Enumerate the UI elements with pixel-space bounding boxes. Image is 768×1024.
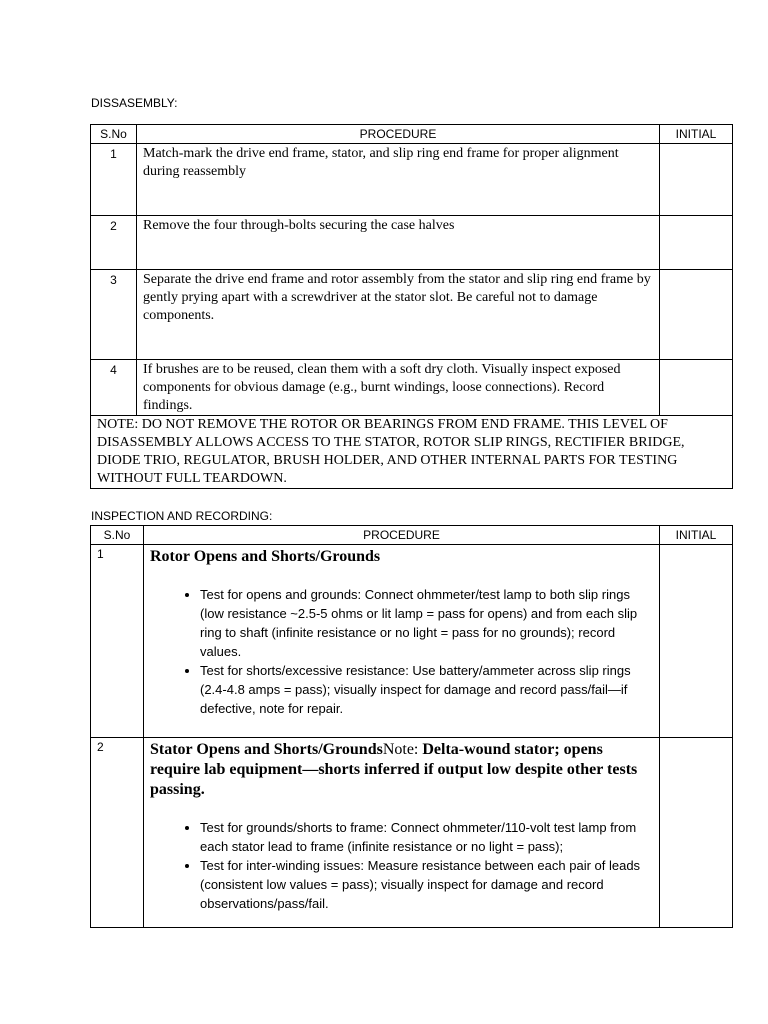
inspection-heading: INSPECTION AND RECORDING: [91, 509, 273, 523]
initial-cell[interactable] [660, 738, 733, 928]
table-row [91, 216, 733, 270]
stator-title-text: Stator Opens and Shorts/Grounds [150, 741, 383, 758]
table-row [91, 144, 733, 216]
inspection-table [90, 525, 733, 928]
list-item: • Test for grounds/shorts to frame: Connect ohmmeter/110-volt test lamp from each stator lead to frame (infinite resistance or no light = pass); [200, 818, 653, 856]
procedure-text: If brushes are to be reused, clean them with a soft dry cloth. Visually inspect exposed components for obvious damage (e.g., burnt windings, loose connections). Record findings. [137, 360, 660, 416]
note-label: Note: [382, 741, 423, 758]
table-header-row [91, 526, 733, 545]
procedure-text: Remove the four through-bolts securing the case halves [137, 216, 660, 270]
procedure-text: Separate the drive end frame and rotor assembly from the stator and slip ring end frame by gently prying apart with a screwdriver at the stator slot. Be careful not to damage components. [137, 270, 660, 360]
list-item: • Test for opens and grounds: Connect ohmmeter/test lamp to both slip rings (low resistance ~2.5-5 ohms or lit lamp = pass for opens) and from each slip ring to shaft (infinite resistance or no light = pass for no grounds); record values. [200, 585, 653, 661]
row-number: 2 [91, 738, 144, 928]
rotor-test-title: Rotor Opens and Shorts/Grounds [150, 548, 381, 565]
procedure-header: PROCEDURE [137, 125, 660, 144]
initial-header: INITIAL [660, 125, 733, 144]
table-row [91, 270, 733, 360]
procedure-header: PROCEDURE [144, 526, 660, 545]
initial-cell[interactable] [660, 545, 733, 738]
disassembly-table [90, 124, 733, 489]
procedure-cell [144, 545, 660, 738]
stator-test-list [150, 818, 653, 913]
initial-cell[interactable] [660, 144, 733, 216]
row-number: 1 [91, 144, 137, 216]
initial-header: INITIAL [660, 526, 733, 545]
list-item: • Test for shorts/excessive resistance: Use battery/ammeter across slip rings (2.4-4.8 amps = pass); visually inspect for damage and record pass/fail—if defective, note for repair. [200, 661, 653, 718]
list-item: • Test for inter-winding issues: Measure resistance between each pair of leads (consistent low values = pass); visually inspect for damage and record observations/pass/fail. [200, 856, 653, 913]
initial-cell[interactable] [660, 216, 733, 270]
table-row [91, 738, 733, 928]
disassembly-note: NOTE: DO NOT REMOVE THE ROTOR OR BEARINGS FROM END FRAME. THIS LEVEL OF DISASSEMBLY ALLOWS ACCESS TO THE STATOR, ROTOR SLIP RINGS, RECTIFIER BRIDGE, DIODE TRIO, REGULATOR, BRUSH HOLDER, AND OTHER INTERNAL PARTS FOR TESTING WITHOUT FULL TEARDOWN. [91, 416, 733, 489]
table-row [91, 360, 733, 416]
rotor-test-list [150, 585, 653, 718]
procedure-text: Match-mark the drive end frame, stator, and slip ring end frame for proper alignment during reassembly [137, 144, 660, 216]
initial-cell[interactable] [660, 360, 733, 416]
table-row [91, 545, 733, 738]
row-number: 2 [91, 216, 137, 270]
row-number: 1 [91, 545, 144, 738]
disassembly-heading: DISSASEMBLY: [91, 96, 178, 110]
note-row [91, 416, 733, 489]
row-number: 4 [91, 360, 137, 416]
initial-cell[interactable] [660, 270, 733, 360]
stator-note-text: Delta-wound stator; opens require lab equipment—shorts inferred if output low despite other tests passing. [150, 741, 638, 798]
table-header-row [91, 125, 733, 144]
procedure-cell [144, 738, 660, 928]
sno-header: S.No [91, 526, 144, 545]
stator-test-title [150, 740, 653, 800]
row-number: 3 [91, 270, 137, 360]
sno-header: S.No [91, 125, 137, 144]
